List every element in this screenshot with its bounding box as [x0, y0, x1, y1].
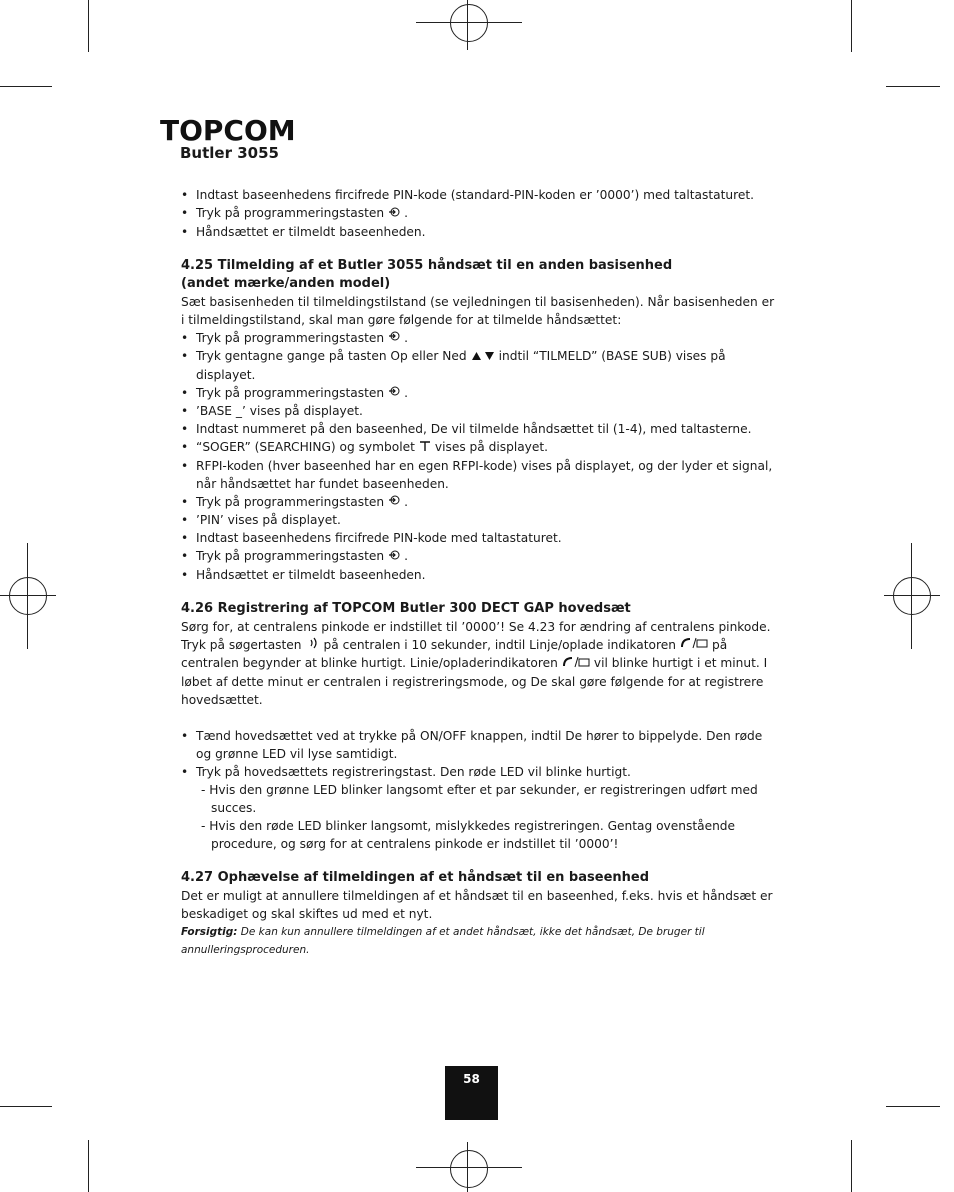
page-number: 58 — [445, 1066, 498, 1120]
topcom-logo — [160, 112, 296, 147]
product-name: Butler 3055 — [180, 144, 279, 162]
list-item: • Tryk på programmeringstasten . — [181, 329, 781, 348]
program-key-icon — [388, 548, 400, 566]
list-item: • Tryk på programmeringstasten . — [181, 493, 781, 512]
program-key-icon — [388, 329, 400, 347]
section-paragraph: Sørg for, at centralens pinkode er indstillet til ’0000’! Se 4.23 for ændring af centralens pinkode. — [181, 619, 771, 634]
section-4-25 — [181, 257, 781, 584]
crop-mark — [0, 86, 52, 87]
section-paragraph: Tryk på søgertasten på centralen i 10 sekunder, indtil Linje/oplade indikatoren på centralen begynder at blinke hurtigt. Linie/opladerindikatoren vil blinke hurtigt i et minut. I løbet af dette minut er centralen i registreringsmode, og De skal gøre følgende for at registrere hovedsættet. — [181, 637, 768, 707]
list-item: • Tryk på programmeringstasten . — [181, 204, 781, 223]
brand-text: TOPCOM — [160, 114, 296, 147]
list-item: • Håndsættet er tilmeldt baseenheden. — [181, 566, 781, 584]
program-key-icon — [388, 384, 400, 402]
section-title: 4.25 Tilmelding af et Butler 3055 håndsæt til en anden basisenhed (andet mærke/anden model) — [181, 257, 673, 291]
list-item: • Indtast baseenhedens fircifrede PIN-kode med taltastaturet. — [181, 529, 781, 547]
crop-mark — [886, 1106, 940, 1107]
section-title: 4.26 Registrering af TOPCOM Butler 300 DECT GAP hovedsæt — [181, 600, 631, 616]
section-paragraph: Det er muligt at annullere tilmeldingen af et håndsæt til en baseenhed, f.eks. hvis et håndsæt er beskadiget og skal skiftes ud med et nyt. — [181, 888, 773, 921]
crop-mark — [88, 0, 89, 52]
registration-mark — [450, 1150, 488, 1188]
sub-item: - Hvis den røde LED blinker langsomt, mislykkedes registreringen. Gentag ovenstående procedure, og sørg for at centralens pinkode er indstillet til ’0000’! — [201, 818, 736, 851]
intro-list — [181, 186, 781, 241]
steps-list — [181, 727, 781, 781]
list-item: • Indtast baseenhedens fircifrede PIN-kode (standard-PIN-koden er ’0000’) med taltastaturet. — [181, 186, 781, 204]
line-charge-indicator-icon — [680, 636, 708, 654]
page-content — [181, 186, 781, 959]
antenna-icon — [419, 439, 431, 457]
section-title: 4.27 Ophævelse af tilmeldingen af et håndsæt til en baseenhed — [181, 869, 650, 885]
crop-mark — [851, 1140, 852, 1192]
list-item: • Tryk gentagne gange på tasten Op eller Ned indtil “TILMELD” (BASE SUB) vises på displayet. — [181, 347, 781, 384]
line-charge-indicator-icon — [562, 655, 590, 673]
list-item: • Tryk på programmeringstasten . — [181, 547, 781, 566]
caution-note: Forsigtig: De kan kun annullere tilmeldingen af et andet håndsæt, ikke det håndsæt, De bruger til annulleringsproceduren. — [181, 925, 705, 956]
crop-mark — [88, 1140, 89, 1192]
list-item: • Indtast nummeret på den baseenhed, De vil tilmelde håndsættet til (1-4), med taltasterne. — [181, 420, 781, 438]
caution-label: Forsigtig: — [181, 925, 238, 938]
crop-mark — [851, 0, 852, 52]
list-item: • ’BASE _’ vises på displayet. — [181, 402, 781, 420]
list-item: • Håndsættet er tilmeldt baseenheden. — [181, 223, 781, 241]
program-key-icon — [388, 205, 400, 223]
registration-mark — [893, 577, 931, 615]
steps-list — [181, 329, 781, 584]
list-item: • RFPI-koden (hver baseenhed har en egen RFPI-kode) vises på displayet, og der lyder et signal, når håndsættet har fundet baseenheden. — [181, 457, 781, 493]
crop-mark — [0, 1106, 52, 1107]
list-item: • Tryk på programmeringstasten . — [181, 384, 781, 403]
list-item: • “SOGER” (SEARCHING) og symbolet vises på displayet. — [181, 438, 781, 457]
section-paragraph: Sæt basisenheden til tilmeldingstilstand (se vejledningen til basisenheden). Når basisenheden er i tilmeldingstilstand, skal man gøre følgende for at tilmelde håndsættet: — [181, 294, 775, 327]
section-4-26 — [181, 600, 781, 853]
registration-mark — [450, 4, 488, 42]
pager-key-icon — [306, 636, 320, 654]
up-down-arrows-icon — [471, 348, 495, 366]
list-item: • Tryk på hovedsættets registreringstast. Den røde LED vil blinke hurtigt. — [181, 763, 781, 781]
list-item: • ’PIN’ vises på displayet. — [181, 511, 781, 529]
crop-mark — [886, 86, 940, 87]
program-key-icon — [388, 493, 400, 511]
sub-item: - Hvis den grønne LED blinker langsomt efter et par sekunder, er registreringen udført med succes. — [201, 782, 758, 815]
list-item: • Tænd hovedsættet ved at trykke på ON/OFF knappen, indtil De hører to bippelyde. Den røde og grønne LED vil lyse samtidigt. — [181, 727, 781, 763]
section-4-27 — [181, 869, 781, 959]
registration-mark — [9, 577, 47, 615]
